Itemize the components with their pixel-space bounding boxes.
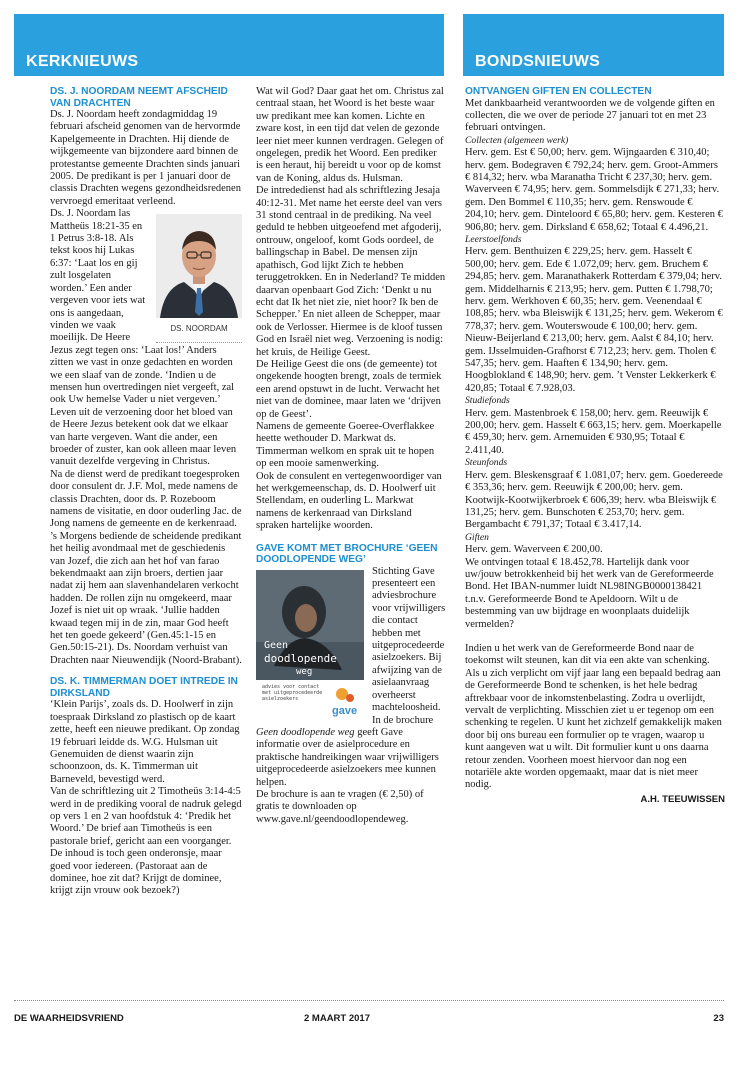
article-title-gave: GAVE KOMT MET BROCHURE ‘GEEN DOODLOPENDE WEG’	[256, 542, 438, 566]
photo-noordam	[156, 214, 242, 342]
footer-publication: DE WAARHEIDSVRIEND	[14, 1013, 124, 1024]
article-text-part: geeft Gave informatie over de asielprocedure en praktische handreikingen waar vrijwilligers uitgeprocedeerde asielzoekers mee kunnen helpen.	[256, 726, 439, 788]
article-text-part: Stichting Gave presenteert een adviesbrochure voor vrijwilligers die contact hebben met uitgeprocedeerde asielzoekers. Bij afwijzing van de asielaanvraag overheerst machteloosheid. In de brochure	[372, 565, 446, 726]
fund-list: Herv. gem. Waverveen € 200,00.	[465, 544, 603, 556]
page-footer	[14, 1000, 724, 1024]
article-text: De brochure is aan te vragen (€ 2,50) of gratis te downloaden op www.gave.nl/geendoodlopendeweg.	[256, 788, 424, 825]
fund-subheading: Leerstoelfonds	[465, 233, 522, 245]
article-text: Ds. J. Noordam heeft zondagmiddag 19 februari afscheid genomen van de hervormde Kapelgemeente in Drachten. Hij diende de wijkgemeente van bijzondere aard binnen de protestantse gemeente Drachten sinds januari 2005. De predikant is per 1 januari door de classis Drachten wegens gezondheidsredenen vervroegd emeritaat verleend.	[50, 109, 241, 207]
cover-subtitle: advies voor contact met uitgeprocedeerde asielzoekers	[262, 683, 323, 702]
cover-line-3: weg	[296, 666, 313, 677]
bondsnieuws-banner	[463, 14, 724, 76]
fund-subheading: Steunfonds	[465, 457, 508, 469]
article-text: Na de dienst werd de predikant toegesproken door consulent dr. J.F. Mol, mede namens de classis Drachten, door ds. P. Rozeboom namens de visitatie, en door ouderling Jac. de Jong namens de gemeente en de kerkenraad.	[50, 468, 242, 530]
giften-title: ONTVANGEN GIFTEN EN COLLECTEN	[465, 86, 652, 97]
page-number: 23	[713, 1013, 724, 1024]
article-title-noordam: DS. J. NOORDAM NEEMT AFSCHEID VAN DRACHTEN	[50, 86, 228, 109]
kerknieuws-column-2	[256, 86, 446, 826]
brochure-cover	[256, 570, 364, 722]
fund-list: Herv. gem. Est € 50,00; herv. gem. Wijngaarden € 310,40; herv. gem. Bodegraven € 792,24; herv. gem. Groot-Ammers € 814,32; herv. wba Maranatha Tricht € 237,30; herv. gem. Waverveen € 74,95; herv. gem. Sommelsdijk € 271,33; herv. gem. Den Bommel € 110,35; herv. gem. Renswoude € 204,10; herv. gem. Dinteloord € 65,80; herv. gem. Kesteren € 906,80; herv. gem. Dirksland € 658,62; Totaal € 4.496,21.	[465, 147, 723, 233]
brochure-title-italic: Geen doodlopende weg	[256, 726, 355, 738]
schenking-text: Indien u het werk van de Gereformeerde Bond naar de toekomst wilt steunen, kan dit via een akte van schenking. Als u zich verplicht om vijf jaar lang een bepaald bedrag aan de Gereformeerde Bond te schenken, is het hele bedrag aftrekbaar voor de inkomstenbelasting. Zodra u overlijdt, vervalt de verplichting. Misschien ziet u er tegenop om een schenking te regelen. U kunt het zichzelf gemakkelijk maken door bij ons bureau een formulier op te vragen, waarop u kunt aangeven wat u wilt. Dit formulier kunt u ons daarna retour zenden. Voorheen moest hiervoor dan nog een notariële akte worden opgemaakt, maar dat is niet meer nodig.	[465, 642, 722, 791]
fund-subheading: Giften	[465, 531, 489, 543]
article-text	[256, 566, 446, 789]
kerknieuws-column-1	[50, 86, 242, 898]
fund-subheading: Studiefonds	[465, 395, 510, 407]
article-text: Wat wil God? Daar gaat het om. Christus zal centraal staan, het Woord is het beste waar uw predikant mee kan komen. Lichte en zware kost, in een tijd dat velen de gezonde leer niet meer kunnen verdragen. Gelegen of ongelegen, predik het Woord. Een prediker is een heraut, hij bereidt u voor op de komst van de Koning, aldus ds. Hulsman.	[256, 86, 444, 184]
fund-subheading: Collecten (algemeen werk)	[465, 134, 569, 146]
article-title-timmerman: DS. K. TIMMERMAN DOET INTREDE IN DIRKSLAND	[50, 676, 238, 699]
intro-text: Met dankbaarheid verantwoorden we de volgende giften en collecten, die we over de periode 27 januari tot en met 23 februari ontvingen.	[465, 97, 715, 134]
fund-list: Herv. gem. Mastenbroek € 158,00; herv. gem. Reeuwijk € 200,00; herv. gem. Hasselt € 663,15; herv. gem. Moerkapelle € 459,30; herv. gem. Arnemuiden € 930,95; Totaal € 2.411,40.	[465, 407, 722, 456]
total-text: We ontvingen totaal € 18.452,78. Hartelijk dank voor uw/jouw betrokkenheid bij het werk van de Gereformeerde Bond. Het IBAN-nummer luidt NL98INGB0000138421 t.n.v. Gereformeerde Bond te Apeldoorn. Wilt u de bestemming van uw bijdrage en woonplaats duidelijk vermelden?	[465, 556, 714, 630]
article-text: ‘Klein Parijs’, zoals ds. D. Hoolwerf in zijn toespraak Dirksland zo plastisch op de kaart zette, heeft een nieuwe predikant. Op zondag 19 februari leidde ds. W.G. Hulsman uit Genemuiden de dienst waarin zijn schoonzoon, ds. K. Timmerman uit Barneveld, bevestigd werd.	[50, 699, 240, 785]
gave-logo-text: gave	[332, 704, 358, 717]
author-signature: A.H. TEEUWISSEN	[640, 793, 725, 805]
kerknieuws-banner	[14, 14, 444, 76]
article-text: Van de schriftlezing uit 2 Timotheüs 3:14-4:5 werd in de prediking vooral de nadruk gelegd op vers 1 en 2 van hoofdstuk 4: ‘Predik het Woord.’ De brief aan Timotheüs is een pastorale brief, gericht aan een voorganger. De inhoud is toch geen onderonsje, maar goed voor iedereen. (Pastoraat aan de dominee, hoe zit dat? Krijgt de dominee, krijgt zijn vrouw ook bezoek?)	[50, 786, 242, 897]
article-text: Ook de consulent en vertegenwoordiger van het werkgemeenschap, ds. D. Hoolwerf uit Stellendam, en ouderling L. Markwat namens de kerkenraad van Dirksland spraken hartelijke woorden.	[256, 470, 442, 532]
article-text: Ds. J. Noordam las Mattheüs 18:21-35 en 1 Petrus 3:8-18. Als tekst koos hij Lukas 6:37: ‘Laat los en gij zult losgelaten worden.’ Een ander vergeven voor iets wat ons is aangedaan, vinden we vaak moeilijk. De Heere Jezus zegt tegen ons: ‘Laat los!’ Anders zitten we vast in onze gedachten en worden we een slaaf van de zonde. ‘Indien u de mensen hun overtredingen niet vergeeft, zal ook Uw hemelse Vader u niet vergeven.’ Leven uit de verzoening door het bloed van de Heere Jezus betekent ook dat we elkaar van harte vergeven. Want die ander, een broeder of zuster, kan ook alleen maar leven vanuit dezelfde vergeving in Christus.	[50, 208, 237, 468]
bondsnieuws-column	[465, 86, 725, 806]
article-text: Namens de gemeente Goeree-Overflakkee heette wethouder D. Markwat ds. Timmerman welkom en sprak uit te hopen op een mooie samenwerking.	[256, 420, 435, 470]
footer-date: 2 MAART 2017	[304, 1013, 370, 1024]
article-text: ’s Morgens bediende de scheidende predikant het heilig avondmaal met de geschiedenis van Jozef, die zich aan het hof van farao bekendmaakt aan zijn broers, dertien jaar nadat zij hem aan slavenhandelaren verkocht hadden. De rollen zijn nu omgekeerd, maar Jozef is niet uit op wraak. ‘Jullie hadden kwaad tegen mij in de zin, maar God heeft het ten goede gekeerd’ (Gen.45:1-15 en Gen.50:15-21). Ds. Noordam verhuist van Drachten naar Nieuwendijk (Noord-Brabant).	[50, 530, 242, 666]
fund-list: Herv. gem. Benthuizen € 229,25; herv. gem. Hasselt € 500,00; herv. gem. Ede € 1.072,09; herv. gem. Bruchem € 294,85; herv. gem. Maranathakerk Rotterdam € 379,04; herv. gem. Middelharnis € 213,95; herv. gem. Putten € 1.798,70; herv. gem. Werkhoven € 60,35; herv. gem. Veenendaal € 108,85; herv. wba Bleiswijk € 131,25; herv. gem. Wekerom € 778,37; herv. gem. Wouterswoude € 100,00; herv. gem. Nieuw-Beijerland € 213,00; herv. gem. Aalst € 84,10; herv. gem. IJsselmuiden-Grafhorst € 712,23; herv. gem. Tholen € 547,35; herv. gem. Haaften € 134,90; herv. gem. Hoogblokland € 148,90; herv. gem. ’t Venster Lekkerkerk € 420,85; Totaal € 7.928,03.	[465, 246, 723, 394]
photo-caption: DS. NOORDAM	[156, 318, 242, 342]
kerknieuws-label: KERKNIEUWS	[26, 53, 139, 70]
article-text: De intrededienst had als schriftlezing Jesaja 40:12-31. Met name het eerste deel van vers 31 stond centraal in de prediking. Na veel geduld te hebben uitgeoefend met afgoderij, ontrouw, ongeloof, komt Gods oordeel, de ballingschap in Babel. De mensen zijn apathisch, God lijkt Zich te hebben teruggetrokken. En in Nederland? Te midden daarvan openbaart God Zich: ‘Denkt u nu echt dat Ik het niet zie, niet hoor? Ik ben de Schepper.’ En niet alleen de Schepper, maar ook de Verlosser. Hiermee is de kloof tussen God en Israël niet weg. Verzoening is nodig: het kruis, de Heilige Geest.	[256, 185, 446, 358]
fund-list: Herv. gem. Bleskensgraaf € 1.081,07; herv. gem. Goedereede € 353,36; herv. gem. Reeuwijk € 200,00; herv. gem. Kootwijk-Kootwijkerbroek € 606,39; herv. wba Bleiswijk € 131,25; herv. gem. Bunschoten € 253,70; herv. gem. Bergambacht € 791,37; Totaal € 3.417,14.	[465, 469, 723, 531]
portrait-image	[156, 214, 242, 318]
cover-line-2: doodlopende	[264, 651, 337, 665]
article-text: De Heilige Geest die ons (de gemeente) tot ongekende hoogten brengt, zoals de termiek een arend opstuwt in de lucht. Verwacht het niet van de dominee, maar laten we ‘drijven op de Geest’.	[256, 358, 442, 420]
cover-line-1: Geen	[264, 639, 289, 651]
bondsnieuws-label: BONDSNIEUWS	[475, 53, 601, 70]
